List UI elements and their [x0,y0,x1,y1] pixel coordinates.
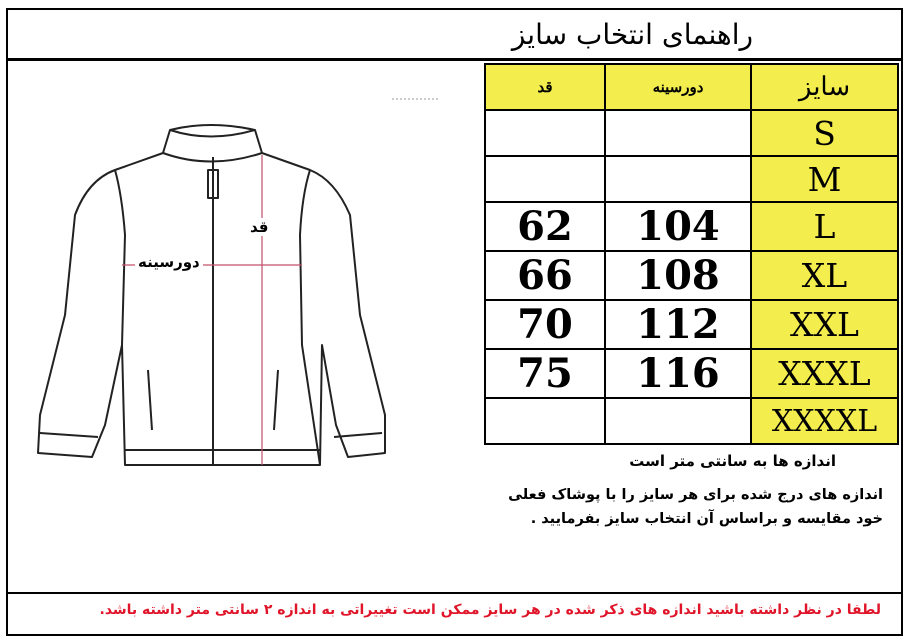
length-label: قد [250,218,269,236]
size-cell: M [751,156,898,202]
chest-cell: 116 [605,349,751,398]
length-cell: 66 [485,251,605,300]
divider-dots [392,98,438,100]
table-row [485,202,898,251]
table-row [485,349,898,398]
chest-cell [605,156,751,202]
note-line-2: خود مقایسه و براساس آن انتخاب سایز بفرمایید . [530,511,883,527]
size-table [484,63,899,445]
chest-cell [605,398,751,444]
length-cell: 62 [485,202,605,251]
length-cell [485,110,605,156]
table-row [485,110,898,156]
note-line-1: اندازه های درج شده برای هر سایز را با پوشاک فعلی [508,487,883,503]
size-header: سایز [751,64,898,110]
chest-cell: 104 [605,202,751,251]
table-row [485,398,898,444]
table-row [485,156,898,202]
unit-note: اندازه ها به سانتی متر است [629,452,836,470]
chest-cell: 112 [605,300,751,349]
size-cell: S [751,110,898,156]
chest-cell [605,110,751,156]
table-row [485,251,898,300]
footer-divider [6,592,903,594]
length-cell [485,156,605,202]
size-cell: L [751,202,898,251]
length-cell: 70 [485,300,605,349]
warning-text: لطفا در نظر داشته باشید اندازه های ذکر شده در هر سایز ممکن است تغییراتی به اندازه ۲ سانتی متر داشته باشد. [99,602,881,618]
title-bar [6,8,903,61]
size-cell: XXXXL [751,398,898,444]
chest-header: دورسینه [605,64,751,110]
length-cell [485,398,605,444]
page-title: راهنمای انتخاب سایز [511,18,753,51]
table-header-row [485,64,898,110]
size-cell: XL [751,251,898,300]
size-cell: XXXL [751,349,898,398]
length-header: قد [485,64,605,110]
chest-cell: 108 [605,251,751,300]
length-cell: 75 [485,349,605,398]
jacket-illustration [30,115,400,475]
chest-label: دورسینه [135,253,203,271]
size-cell: XXL [751,300,898,349]
table-row [485,300,898,349]
